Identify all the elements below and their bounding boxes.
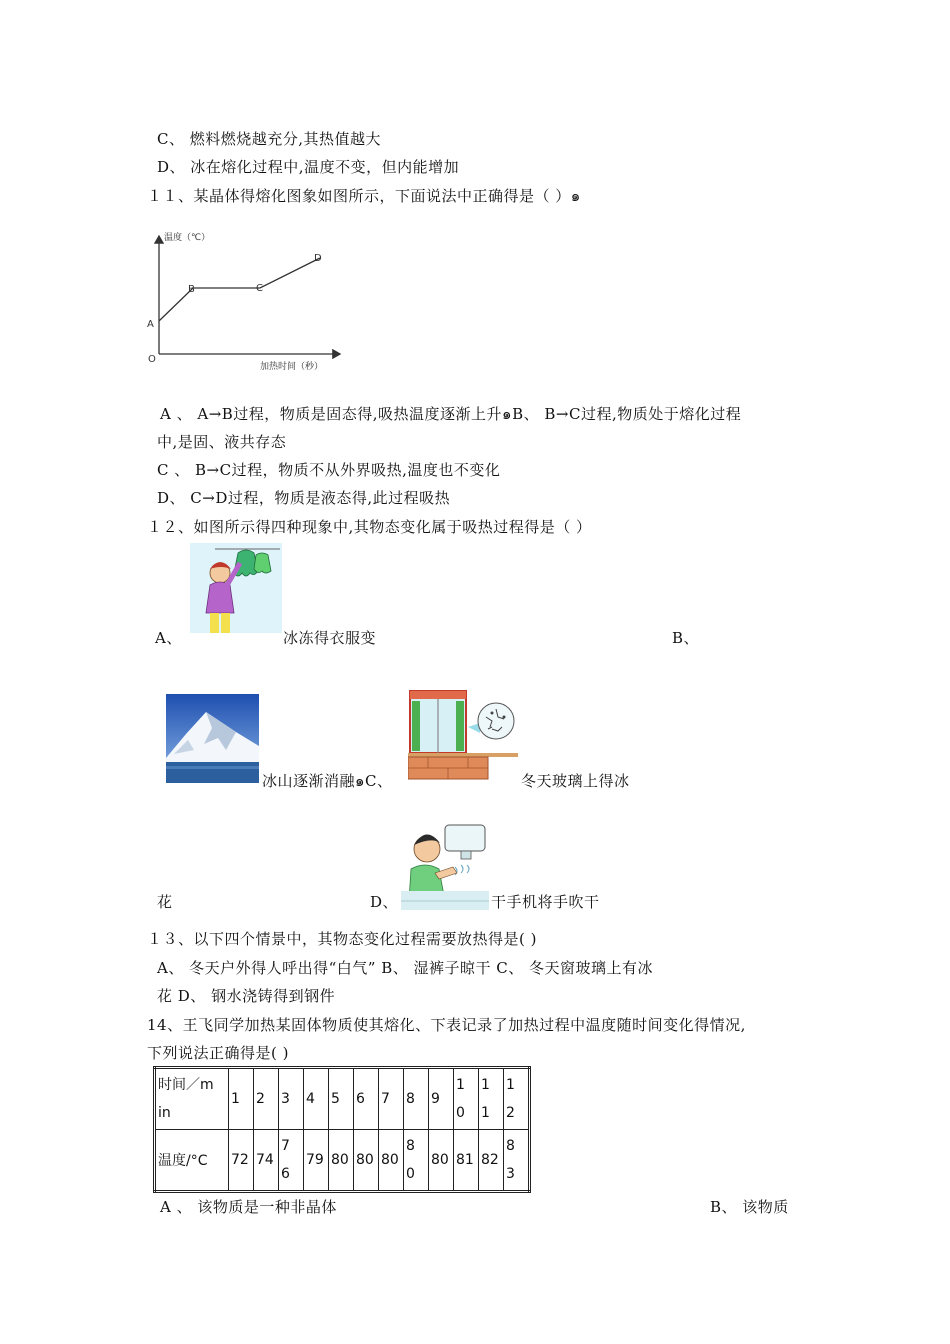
table-cell: 1 2 xyxy=(506,1077,515,1121)
point-c-label: C xyxy=(256,283,263,294)
q12-stem: １２、如图所示得四种现象中,其物态变化属于吸热过程得是（ ） xyxy=(147,518,592,536)
graph-origin: O xyxy=(148,354,156,365)
table-cell: 82 xyxy=(479,1130,504,1192)
table-row-temperature xyxy=(155,1130,530,1192)
temperature-time-table xyxy=(153,1066,531,1193)
table-cell: 74 xyxy=(254,1130,279,1192)
table-cell: 8 xyxy=(404,1068,429,1130)
q13-options-line2: 花 D、 钢水浇铸得到钢件 xyxy=(157,987,336,1005)
frozen-clothes-image xyxy=(190,543,282,640)
melting-curve xyxy=(159,258,320,321)
q14-option-b: B、 该物质 xyxy=(710,1198,789,1216)
point-b-label: B xyxy=(188,284,195,295)
q12-b-label: B、 xyxy=(672,629,700,647)
table-cell: 80 xyxy=(354,1130,379,1192)
q11-option-a-cont: 中,是固、液共存态 xyxy=(157,433,287,451)
q11-option-d: D、 C→D过程，物质是液态得,此过程吸热 xyxy=(157,489,451,507)
melting-graph xyxy=(140,228,360,378)
q11-option-a: A 、 A→B过程，物质是固态得,吸热温度逐渐上升๑B、 B→C过程,物质处于熔化过程 xyxy=(160,405,742,423)
table-row-time xyxy=(155,1068,530,1130)
table-cell: 9 xyxy=(429,1068,454,1130)
q10-option-d: D、 冰在熔化过程中,温度不变，但内能增加 xyxy=(157,158,460,176)
q12-c-cont: 花 xyxy=(157,893,173,911)
q10-option-c: C、 燃料燃烧越充分,其热值越大 xyxy=(157,130,382,148)
q14-stem-line1: 14、王飞同学加热某固体物质使其熔化、下表记录了加热过程中温度随时间变化得情况, xyxy=(147,1016,746,1034)
window-frost-image xyxy=(408,687,518,783)
q12-c-text: 冬天玻璃上得冰 xyxy=(521,772,630,790)
table-cell: 8 3 xyxy=(506,1138,515,1182)
table-cell: 8 0 xyxy=(406,1138,415,1182)
table-cell: 2 xyxy=(254,1068,279,1130)
q12-d-label: D、 xyxy=(370,893,399,911)
q12-a-text: 冰冻得衣服变 xyxy=(283,629,377,647)
q13-options-line1: A、 冬天户外得人呼出得“白气” B、 湿裤子晾干 C、 冬天窗玻璃上有冰 xyxy=(157,959,654,977)
q14-option-a: A 、 该物质是一种非晶体 xyxy=(160,1198,337,1216)
table-cell: 6 xyxy=(354,1068,379,1130)
q11-option-c: C 、 B→C过程，物质不从外界吸热,温度也不变化 xyxy=(157,461,501,479)
q12-b-text: 冰山逐渐消融๑C、 xyxy=(262,772,393,790)
table-cell: 81 xyxy=(454,1130,479,1192)
table-cell: 80 xyxy=(379,1130,404,1192)
q14-stem-line2: 下列说法正确得是( ) xyxy=(147,1044,289,1062)
table-cell: 1 xyxy=(229,1068,254,1130)
q12-a-label: A、 xyxy=(155,629,182,647)
table-cell: 1 0 xyxy=(456,1077,465,1121)
q12-d-text: 干手机将手吹干 xyxy=(491,893,600,911)
table-cell: 79 xyxy=(304,1130,329,1192)
table-cell: 72 xyxy=(229,1130,254,1192)
q13-stem: １３、以下四个情景中，其物态变化过程需要放热得是( ) xyxy=(147,930,537,948)
table-cell: 4 xyxy=(304,1068,329,1130)
table-cell: 1 1 xyxy=(481,1077,490,1121)
table-cell: 7 6 xyxy=(281,1138,290,1182)
hand-dryer-image xyxy=(401,821,489,910)
q11-stem: １１、某晶体得熔化图象如图所示，下面说法中正确得是（ ）๑ xyxy=(147,187,581,205)
point-d-label: D xyxy=(314,253,322,264)
table-header-temperature: 温度/°C xyxy=(155,1130,229,1192)
graph-xlabel: 加热时间（秒） xyxy=(260,362,324,372)
table-cell: 80 xyxy=(429,1130,454,1192)
table-cell: 80 xyxy=(329,1130,354,1192)
point-a-label: A xyxy=(147,319,154,330)
graph-ylabel: 温度（℃） xyxy=(164,233,211,243)
table-cell: 5 xyxy=(329,1068,354,1130)
iceberg-image xyxy=(166,694,259,783)
table-cell: 3 xyxy=(279,1068,304,1130)
table-header-time: 时间／m in xyxy=(155,1068,229,1130)
table-cell: 7 xyxy=(379,1068,404,1130)
